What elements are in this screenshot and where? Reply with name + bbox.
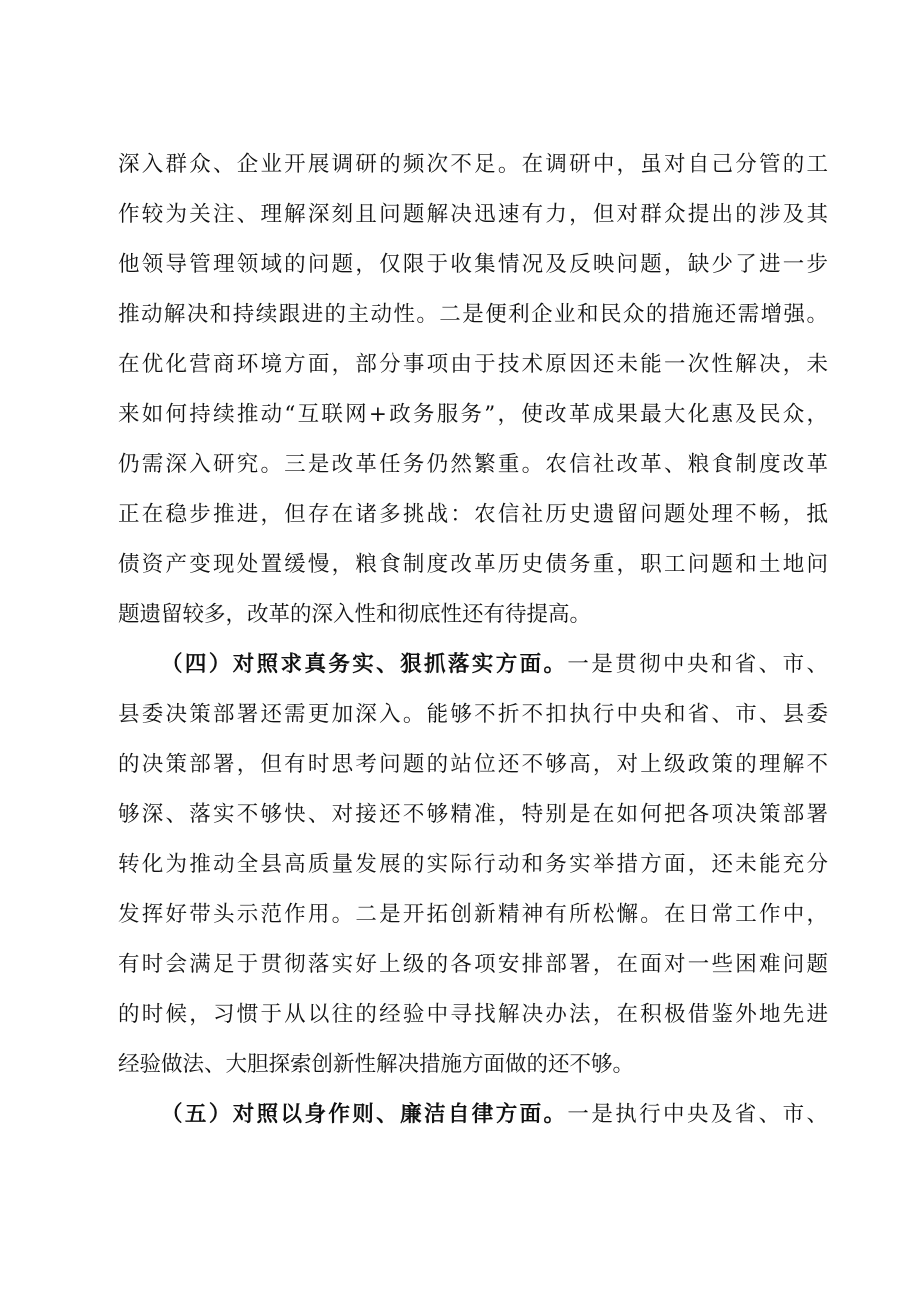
text-line: 债资产变现处置缓慢，粮食制度改革历史债务重，职工问题和土地问 (118, 552, 828, 577)
paragraph-first-line (118, 640, 828, 690)
text-line: 的决策部署，但有时思考问题的站位还不够高，对上级政策的理解不 (118, 752, 828, 777)
text-line: 题遗留较多，改革的深入性和彻底性还有待提高。 (118, 602, 592, 627)
text-line: 作较为关注、理解深刻且问题解决迅速有力，但对群众提出的涉及其 (118, 202, 828, 227)
text-line: 转化为推动全县高质量发展的实际行动和务实举措方面，还未能充分 (118, 852, 828, 877)
text-line: 够深、落实不够快、对接还不够精准，特别是在如何把各项决策部署 (118, 802, 828, 827)
paragraph-first-line (118, 1090, 828, 1140)
text-line: 来如何持续推动“互联网+政务服务”，使改革成果最大化惠及民众， (118, 402, 828, 427)
text-line: 经验做法、大胆探索创新性解决措施方面做的还不够。 (118, 1052, 635, 1077)
text-line: 在优化营商环境方面，部分事项由于技术原因还未能一次性解决，未 (118, 352, 828, 377)
text-run: 一是执行中央及省、市、 (567, 1102, 828, 1127)
text-line: 推动解决和持续跟进的主动性。二是便利企业和民众的措施还需增强。 (118, 302, 828, 327)
text-line: 县委决策部署还需更加深入。能够不折不扣执行中央和省、市、县委 (118, 702, 828, 727)
text-line: 的时候，习惯于从以往的经验中寻找解决办法，在积极借鉴外地先进 (118, 1002, 828, 1027)
text-line: 仍需深入研究。三是改革任务仍然繁重。农信社改革、粮食制度改革 (118, 452, 828, 477)
section-heading: （四）对照求真务实、狠抓落实方面。 (161, 652, 568, 677)
text-run: 一是贯彻中央和省、市、 (567, 652, 828, 677)
text-line: 深入群众、企业开展调研的频次不足。在调研中，虽对自己分管的工 (118, 152, 828, 177)
text-line: 发挥好带头示范作用。二是开拓创新精神有所松懈。在日常工作中， (118, 902, 828, 927)
text-line: 有时会满足于贯彻落实好上级的各项安排部署，在面对一些困难问题 (118, 952, 828, 977)
text-line: 正在稳步推进，但存在诸多挑战：农信社历史遗留问题处理不畅，抵 (118, 502, 828, 527)
section-heading: （五）对照以身作则、廉洁自律方面。 (161, 1102, 568, 1127)
text-line: 他领导管理领域的问题，仅限于收集情况及反映问题，缺少了进一步 (118, 252, 828, 277)
document-body (118, 140, 828, 1140)
